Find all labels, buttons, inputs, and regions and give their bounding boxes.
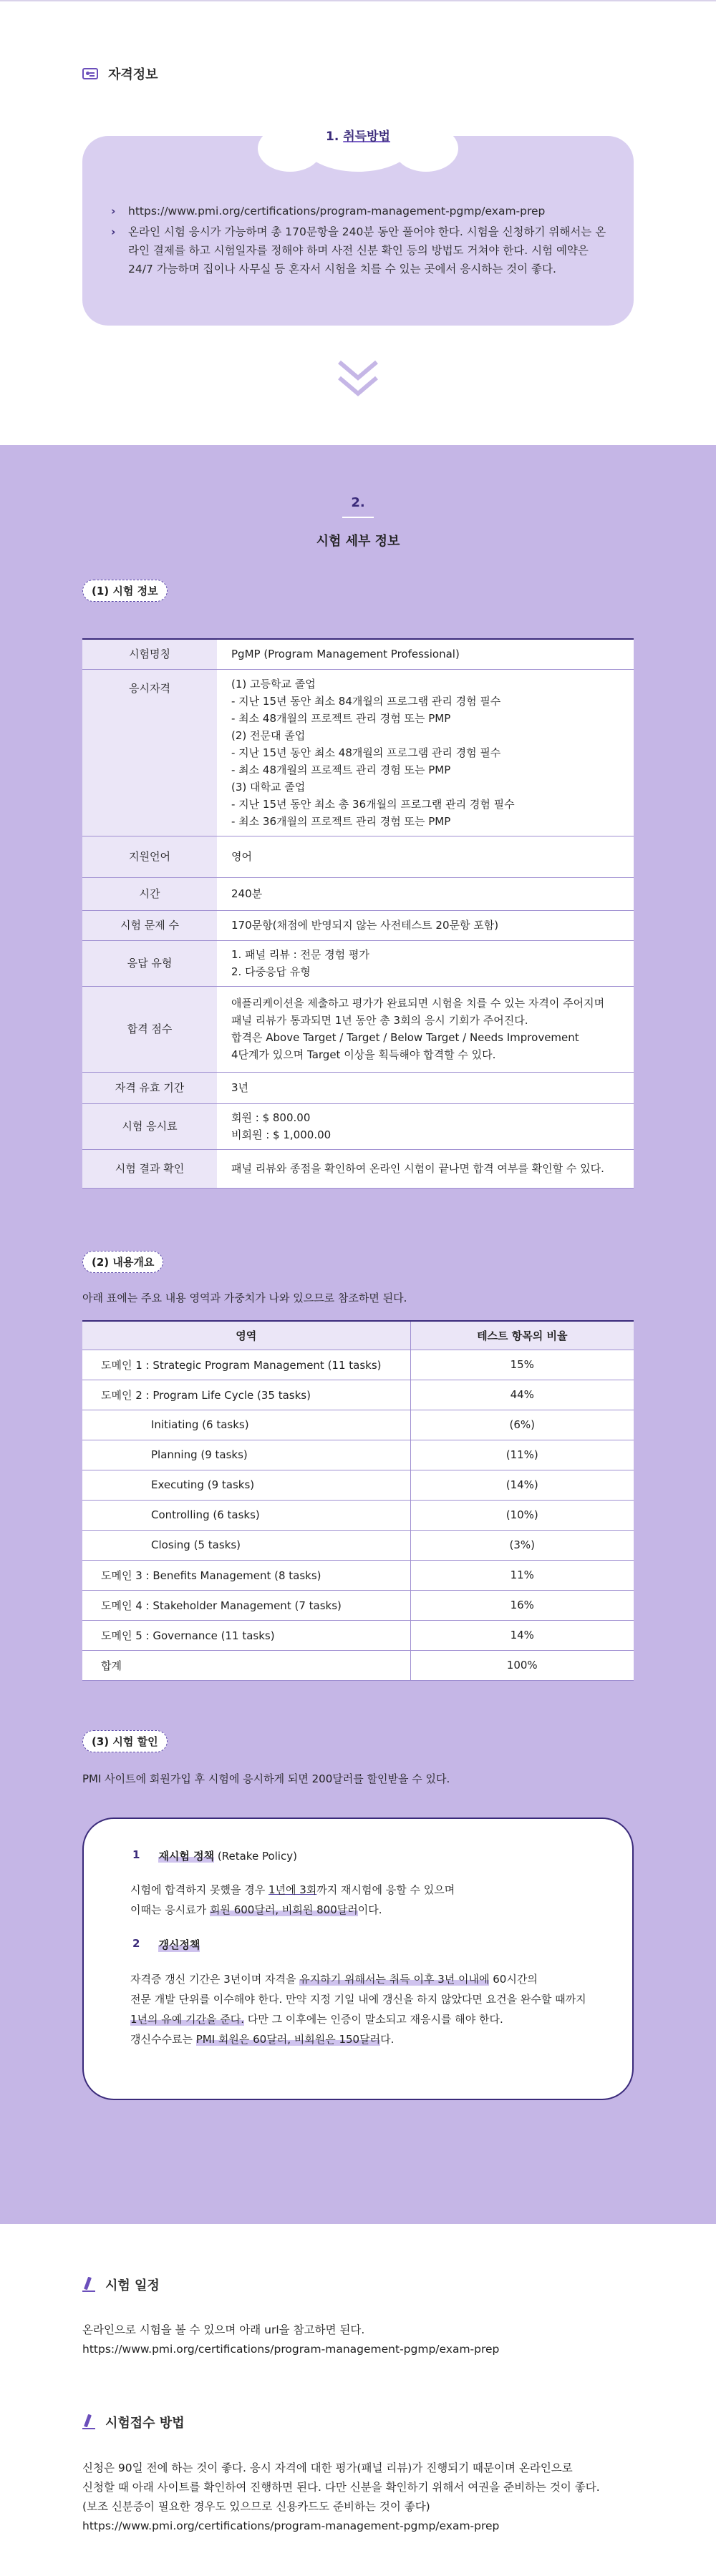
domain-name: Planning (9 tasks) — [82, 1440, 410, 1470]
table-row — [82, 1620, 634, 1650]
row-label: 지원언어 — [82, 836, 217, 877]
row-label: 응시자격 — [82, 669, 217, 836]
row-label: 시험명칭 — [82, 639, 217, 669]
content-overview-pill: (2) 내용개요 — [82, 1251, 163, 1273]
renewal-policy-heading: 2 갱신정책 — [132, 1937, 200, 1951]
application-text: 신청은 90일 전에 하는 것이 좋다. 응시 자격에 대한 평가(패널 리뷰)가 진행되기 때문이며 온라인으로 신청할 때 아래 사이트를 확인하여 진행하면 된다. 다만 신분을 확인하기 위해서 여권을 준비하는 것이 좋다. (보조 신분증이 필요한 경우도 있으므로 신용카드도 준비하는 것이 좋다) https://www.pmi.org/certifications/program-management-pgmp/exam-prep — [82, 2459, 600, 2536]
row-label: 시험 결과 확인 — [82, 1149, 217, 1188]
pen-icon — [82, 2277, 95, 2293]
row-value: 회원 : $ 800.00 비회원 : $ 1,000.00 — [217, 1103, 634, 1149]
acquisition-list — [111, 202, 612, 280]
table-row — [82, 669, 634, 836]
table-row — [82, 986, 634, 1072]
table-row — [82, 1530, 634, 1560]
row-label: 시간 — [82, 877, 217, 910]
renewal-policy-text: 자격증 갱신 기간은 3년이며 자격을 유지하기 위해서는 취득 이후 3년 이내에 60시간의 전문 개발 단위를 이수해야 한다. 만약 지정 기일 내에 갱신을 하지 않았다면 요건을 완수할 때까지 1년의 유예 기간을 준다. 다만 그 이후에는 인증이 말소되고 재응시를 해야 한다. 갱신수수료는 PMI 회원은 60달러, 비회원은 150달러다. — [130, 1973, 586, 2046]
acquisition-title: 1. 취득방법 — [326, 130, 390, 144]
row-label: 시험 문제 수 — [82, 910, 217, 940]
retake-policy-heading: 1 재시험 정책 (Retake Policy) — [132, 1848, 297, 1863]
domain-name: Closing (5 tasks) — [82, 1530, 410, 1560]
domain-name: 도메인 4 : Stakeholder Management (7 tasks) — [82, 1590, 410, 1620]
row-value: (1) 고등학교 졸업 - 지난 15년 동안 최소 84개월의 프로그램 관리 경험 필수 - 최소 48개월의 프로젝트 관리 경험 또는 PMP (2) 전문대 졸업 - 지난 15년 동안 최소 48개월의 프로그램 관리 경험 필수 - 최소 48개월의 프로젝트 관리 경험 또는 PMP (3) 대학교 졸업 - 지난 15년 동안 최소 총 36개월의 프로그램 관리 경험 필수 - 최소 36개월의 프로젝트 관리 경험 또는 PMP — [217, 669, 634, 836]
domain-ratio: 100% — [410, 1650, 634, 1680]
table-row — [82, 1500, 634, 1530]
domain-ratio: 14% — [410, 1620, 634, 1650]
domain-name: 도메인 5 : Governance (11 tasks) — [82, 1620, 410, 1650]
table-row — [82, 1410, 634, 1440]
domain-name: Initiating (6 tasks) — [82, 1410, 410, 1440]
column-header: 영역 — [82, 1321, 410, 1350]
table-row — [82, 639, 634, 669]
domain-ratio: (6%) — [410, 1410, 634, 1440]
domain-name: 도메인 1 : Strategic Program Management (11 tasks) — [82, 1350, 410, 1380]
row-value: 영어 — [217, 836, 634, 877]
chevron-right-icon: › — [111, 205, 116, 218]
table-row — [82, 1440, 634, 1470]
section-number-underline — [342, 517, 374, 518]
domain-name: 도메인 3 : Benefits Management (8 tasks) — [82, 1560, 410, 1590]
schedule-title: 시험 일정 — [105, 2278, 160, 2293]
double-chevron-down-icon — [337, 358, 379, 401]
exam-info-pill: (1) 시험 정보 — [82, 580, 168, 602]
table-row — [82, 1560, 634, 1590]
pen-icon — [82, 2414, 95, 2430]
table-row — [82, 1590, 634, 1620]
discount-desc: PMI 사이트에 회원가입 후 시험에 응시하게 되면 200달러를 할인받을 수 있다. — [82, 1772, 450, 1785]
application-link[interactable]: https://www.pmi.org/certifications/program-management-pgmp/exam-prep — [82, 2519, 500, 2532]
domain-name: Executing (9 tasks) — [82, 1470, 410, 1500]
domain-name: 도메인 2 : Program Life Cycle (35 tasks) — [82, 1380, 410, 1410]
row-value: 1. 패널 리뷰 : 전문 경험 평가 2. 다중응답 유형 — [217, 940, 634, 986]
domain-ratio: (3%) — [410, 1530, 634, 1560]
application-header — [82, 2413, 185, 2431]
row-label: 합격 점수 — [82, 986, 217, 1072]
row-value: 애플리케이션을 제출하고 평가가 완료되면 시험을 치를 수 있는 자격이 주어지며 패널 리뷰가 통과되면 1년 동안 총 3회의 응시 기회가 주어진다. 합격은 Above Target / Target / Below Target / Needs Improvement 4단계가 있으며 Target 이상을 획득해야 합격할 수 있다. — [217, 986, 634, 1072]
domain-ratio: (10%) — [410, 1500, 634, 1530]
schedule-text: 온라인으로 시험을 볼 수 있으며 아래 url을 참고하면 된다. https://www.pmi.org/certifications/program-management-pgmp/exam-prep — [82, 2321, 499, 2359]
table-row — [82, 940, 634, 986]
list-item — [111, 202, 612, 220]
table-row — [82, 1149, 634, 1188]
domain-ratio: 15% — [410, 1350, 634, 1380]
row-label: 시험 응시료 — [82, 1103, 217, 1149]
table-row — [82, 1072, 634, 1103]
table-row — [82, 1650, 634, 1680]
exam-prep-link[interactable]: https://www.pmi.org/certifications/program-management-pgmp/exam-prep — [128, 205, 546, 218]
discount-pill: (3) 시험 할인 — [82, 1730, 168, 1752]
domain-table — [82, 1320, 634, 1681]
domain-ratio: (14%) — [410, 1470, 634, 1500]
domain-ratio: 44% — [410, 1380, 634, 1410]
table-row — [82, 1380, 634, 1410]
table-row — [82, 1350, 634, 1380]
schedule-header — [82, 2275, 160, 2294]
row-value: 170문항(채점에 반영되지 않는 사전테스트 20문항 포함) — [217, 910, 634, 940]
exam-info-table — [82, 638, 634, 1189]
domain-ratio: (11%) — [410, 1440, 634, 1470]
top-divider — [0, 0, 716, 1]
table-row — [82, 877, 634, 910]
table-row — [82, 1103, 634, 1149]
id-card-icon — [82, 68, 98, 79]
retake-policy-text: 시험에 합격하지 못했을 경우 1년에 3회까지 재시험에 응할 수 있으며 이때는 응시료가 회원 600달러, 비회원 800달러이다. — [130, 1883, 455, 1916]
content-overview-desc: 아래 표에는 주요 내용 영역과 가중치가 나와 있으므로 참조하면 된다. — [82, 1292, 407, 1304]
row-value: 패널 리뷰와 종점을 확인하여 온라인 시험이 끝나면 합격 여부를 확인할 수 있다. — [217, 1149, 634, 1188]
chevron-right-icon: › — [111, 225, 116, 238]
table-row — [82, 836, 634, 877]
row-label: 응답 유형 — [82, 940, 217, 986]
domain-name: 합계 — [82, 1650, 410, 1680]
qualification-title: 자격정보 — [108, 67, 158, 82]
section-number: 2. — [351, 495, 365, 510]
row-label: 자격 유효 기간 — [82, 1072, 217, 1103]
section-title: 시험 세부 정보 — [316, 534, 400, 549]
application-title: 시험접수 방법 — [105, 2416, 185, 2431]
schedule-link[interactable]: https://www.pmi.org/certifications/program-management-pgmp/exam-prep — [82, 2343, 500, 2356]
qualification-header — [82, 64, 158, 83]
table-header-row — [82, 1321, 634, 1350]
list-item: › 온라인 시험 응시가 가능하며 총 170문항을 240분 동안 풀어야 한다. 시험을 신청하기 위해서는 온라인 결제를 하고 시험일자를 정해야 하며 사전 신분 확인 등의 방법도 거쳐야 한다. 시험 예약은 24/7 가능하며 집이나 사무실 등 혼자서 시험을 치를 수 있는 곳에서 응시하는 것이 좋다. — [111, 223, 612, 278]
row-value: 3년 — [217, 1072, 634, 1103]
row-value: PgMP (Program Management Professional) — [217, 639, 634, 669]
domain-ratio: 16% — [410, 1590, 634, 1620]
table-row — [82, 910, 634, 940]
row-value: 240분 — [217, 877, 634, 910]
domain-ratio: 11% — [410, 1560, 634, 1590]
column-header: 테스트 항목의 비율 — [410, 1321, 634, 1350]
domain-name: Controlling (6 tasks) — [82, 1500, 410, 1530]
table-row — [82, 1470, 634, 1500]
